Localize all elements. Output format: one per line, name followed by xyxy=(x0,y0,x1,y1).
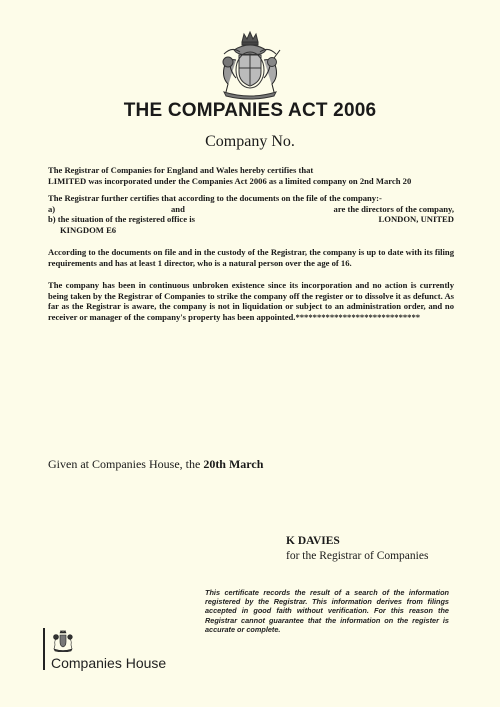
royal-coat-of-arms-icon xyxy=(212,30,288,100)
registered-office-row xyxy=(48,214,454,225)
certificate-paragraph-directors xyxy=(48,193,454,235)
incorporation-line-2: LIMITED was incorporated under the Companies Act 2006 as a limited company on 2nd March 20 xyxy=(48,175,412,186)
directors-and: and xyxy=(171,203,185,214)
signatory-role: for the Registrar of Companies xyxy=(286,550,429,562)
directors-marker: a) xyxy=(48,203,56,214)
registered-office-row-2 xyxy=(48,225,454,236)
companies-house-logo-text: Companies House xyxy=(51,655,167,671)
directors-suffix: are the directors of the company, xyxy=(333,203,454,214)
directors-intro: The Registrar further certifies that according to the documents on the file of the company:- xyxy=(48,193,382,203)
given-prefix: Given at Companies House, the xyxy=(48,457,204,471)
companies-house-crest-icon xyxy=(51,630,75,652)
certificate-title: THE COMPANIES ACT 2006 xyxy=(123,100,377,121)
given-date: 20th March xyxy=(203,457,264,471)
certificate-paragraph-existence: The company has been in continuous unbroken existence since its incorporation and no action is currently being taken by the Registrar of Companies to strike the company off the register or to dissolve it as defunct. As far as the Registrar is aware, the company is not in liquidation or subject to an administration order, and no receiver or manager of the company's property has been appointed.***************************** xyxy=(48,280,454,322)
company-number-label: Company No. xyxy=(205,133,295,150)
companies-house-logo-bar xyxy=(43,628,45,670)
registered-office-location-2: KINGDOM E6 xyxy=(60,224,117,235)
directors-row xyxy=(48,204,454,215)
incorporation-line-1: The Registrar of Companies for England and Wales hereby certifies that xyxy=(48,165,314,175)
certificate-paragraph-incorporation xyxy=(48,165,454,186)
signatory-name: K DAVIES xyxy=(286,535,340,547)
signatory-block xyxy=(286,534,428,564)
given-at-line xyxy=(48,457,263,472)
registered-office-text: b) the situation of the registered office is xyxy=(48,214,195,225)
certificate-disclaimer: This certificate records the result of a search of the information registered by the Registrar. This information derives from filings accepted in good faith without verification. For this reason the Registrar cannot guarantee that the information on the register is accurate or complete. xyxy=(205,588,449,634)
certificate-paragraph-filing: According to the documents on file and in the custody of the Registrar, the company is up to date with its filing requirements and has at least 1 director, who is a natural person over the age of 16. xyxy=(48,247,454,268)
registered-office-location: LONDON, UNITED xyxy=(378,214,454,225)
